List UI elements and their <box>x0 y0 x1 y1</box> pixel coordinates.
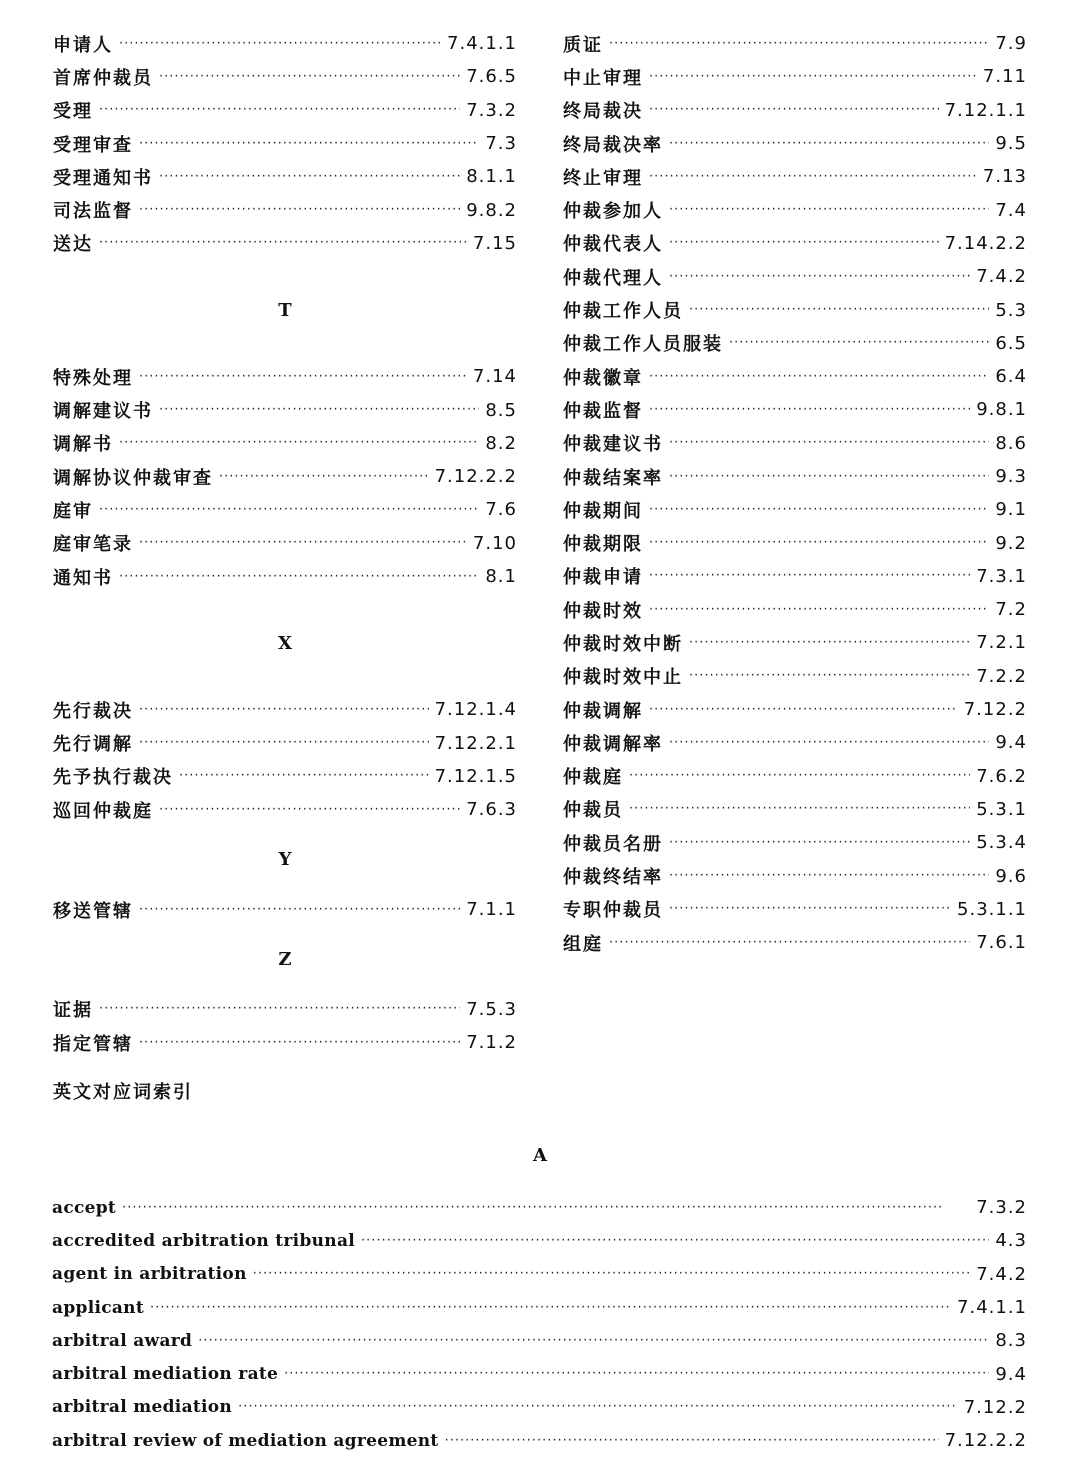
index-reference: 7.3 <box>485 133 517 155</box>
dot-leader <box>119 560 479 593</box>
index-reference: 7.12.2 <box>963 1396 1027 1418</box>
index-reference: 8.1.1 <box>466 166 517 188</box>
index-entry <box>563 94 1027 127</box>
dot-leader <box>139 1026 460 1059</box>
index-entry <box>563 660 1027 693</box>
dot-leader <box>649 60 977 93</box>
index-entry <box>563 560 1027 593</box>
index-reference: 9.1 <box>995 499 1027 521</box>
dot-leader <box>122 1191 970 1224</box>
index-entry <box>563 726 1027 759</box>
index-reference: 7.3.2 <box>976 1197 1027 1219</box>
index-reference: 4.3 <box>995 1230 1027 1252</box>
index-reference: 7.5.3 <box>466 998 517 1020</box>
index-entry <box>53 993 517 1026</box>
dot-leader <box>139 727 429 760</box>
index-reference: 7.14 <box>472 366 517 388</box>
dot-leader <box>159 160 460 193</box>
index-entry <box>563 160 1027 193</box>
letter-heading: T <box>278 299 292 321</box>
dot-leader <box>649 393 970 426</box>
index-entry <box>563 427 1027 460</box>
dot-leader <box>669 194 989 227</box>
dot-leader <box>361 1224 989 1257</box>
english-letter-heading: A <box>533 1145 547 1166</box>
index-entry <box>53 493 517 526</box>
index-entry <box>563 293 1027 326</box>
index-term: 仲裁终结率 <box>563 867 663 889</box>
index-reference: 7.6 <box>485 499 517 521</box>
index-entry <box>563 327 1027 360</box>
dot-leader <box>99 493 479 526</box>
index-reference: 7.12.2.2 <box>944 1430 1027 1452</box>
dot-leader <box>159 793 460 826</box>
index-term: 申请人 <box>53 34 113 56</box>
index-reference: 7.12.1.1 <box>944 99 1027 121</box>
index-term: 仲裁工作人员服装 <box>563 334 723 356</box>
dot-leader <box>669 826 970 859</box>
dot-leader <box>669 726 989 759</box>
index-term: 仲裁建议书 <box>563 434 663 456</box>
index-entry <box>53 193 517 226</box>
index-term: 移送管辖 <box>53 900 133 922</box>
letter-heading: Z <box>278 949 292 971</box>
dot-leader <box>649 693 958 726</box>
index-entry <box>53 94 517 127</box>
dot-leader <box>669 893 951 926</box>
index-term: 通知书 <box>53 567 113 589</box>
index-term: 首席仲裁员 <box>53 67 153 89</box>
index-entry <box>53 693 517 726</box>
index-reference: 7.15 <box>472 232 517 254</box>
dot-leader <box>99 993 460 1026</box>
index-term: 专职仲裁员 <box>563 900 663 922</box>
dot-leader <box>689 660 970 693</box>
index-reference: 8.2 <box>485 432 517 454</box>
dot-leader <box>649 593 989 626</box>
dot-leader <box>198 1324 989 1357</box>
dot-leader <box>669 860 989 893</box>
index-term: 巡回仲裁庭 <box>53 800 153 822</box>
dot-leader <box>669 227 939 260</box>
index-term: 组庭 <box>563 933 603 955</box>
index-term: 仲裁代理人 <box>563 267 663 289</box>
index-term: 质证 <box>563 34 603 56</box>
index-term: 仲裁时效中断 <box>563 633 683 655</box>
index-term: 仲裁庭 <box>563 767 623 789</box>
dot-leader <box>159 60 460 93</box>
index-term: 仲裁调解率 <box>563 733 663 755</box>
dot-leader <box>119 27 441 60</box>
dot-leader <box>238 1391 958 1424</box>
index-reference: 7.12.1.4 <box>434 699 517 721</box>
index-entry <box>563 693 1027 726</box>
index-term: 先行调解 <box>53 734 133 756</box>
dot-leader <box>445 1424 939 1457</box>
index-reference: 6.4 <box>995 366 1027 388</box>
index-reference: 7.12.2 <box>963 699 1027 721</box>
dot-leader <box>629 793 970 826</box>
dot-leader <box>649 94 939 127</box>
index-reference: 7.13 <box>982 166 1027 188</box>
index-term: 送达 <box>53 234 93 256</box>
dot-leader <box>139 693 429 726</box>
index-term: accept <box>52 1197 117 1218</box>
index-reference: 7.6.5 <box>466 66 517 88</box>
dot-leader <box>219 460 429 493</box>
dot-leader <box>139 127 479 160</box>
dot-leader <box>649 560 970 593</box>
index-entry <box>563 826 1027 859</box>
dot-leader <box>689 294 989 327</box>
index-entry <box>563 193 1027 226</box>
index-term: 仲裁时效中止 <box>563 667 683 689</box>
index-term: arbitral review of mediation agreement <box>52 1430 439 1451</box>
index-reference: 9.2 <box>995 532 1027 554</box>
index-reference: 9.4 <box>995 732 1027 754</box>
dot-leader <box>179 760 429 793</box>
index-entry <box>52 1391 1027 1424</box>
index-entry <box>53 27 517 60</box>
index-term: 仲裁期间 <box>563 500 643 522</box>
index-reference: 7.4.1.1 <box>957 1297 1027 1319</box>
index-term: 终局裁决率 <box>563 134 663 156</box>
index-entry <box>52 1258 1027 1291</box>
index-reference: 7.4 <box>995 199 1027 221</box>
index-entry <box>53 560 517 593</box>
index-entry <box>53 460 517 493</box>
index-entry <box>563 493 1027 526</box>
index-entry <box>53 127 517 160</box>
index-reference: 7.6.2 <box>976 765 1027 787</box>
dot-leader <box>649 527 989 560</box>
index-term: 受理 <box>53 101 93 123</box>
dot-leader <box>669 460 989 493</box>
index-entry <box>53 427 517 460</box>
index-entry <box>53 793 517 826</box>
dot-leader <box>99 94 460 127</box>
index-reference: 9.3 <box>995 466 1027 487</box>
index-entry <box>53 893 517 926</box>
index-entry <box>53 227 517 260</box>
index-entry <box>563 127 1027 160</box>
index-entry <box>53 60 517 93</box>
index-term: 指定管辖 <box>53 1033 133 1055</box>
index-term: 仲裁调解 <box>563 700 643 722</box>
index-term: 庭审 <box>53 500 93 522</box>
index-entry <box>563 793 1027 826</box>
dot-leader <box>159 394 479 427</box>
left-index-column <box>53 27 517 1059</box>
index-entry <box>563 926 1027 959</box>
index-reference: 7.1.2 <box>466 1032 517 1054</box>
dot-leader <box>609 926 970 959</box>
index-entry <box>563 526 1027 559</box>
index-term: 仲裁期限 <box>563 534 643 556</box>
index-entry <box>563 227 1027 260</box>
dot-leader <box>139 893 460 926</box>
index-term: 仲裁申请 <box>563 567 643 589</box>
index-entry <box>52 1424 1027 1457</box>
index-reference: 8.6 <box>995 432 1027 454</box>
index-entry <box>52 1291 1027 1324</box>
dot-leader <box>139 527 467 560</box>
index-entry <box>563 859 1027 892</box>
index-term: arbitral award <box>52 1330 193 1351</box>
index-reference: 9.4 <box>995 1363 1027 1385</box>
index-term: 受理通知书 <box>53 167 153 189</box>
index-entry <box>563 393 1027 426</box>
index-term: 调解协议仲裁审查 <box>53 467 213 489</box>
index-term: 受理审查 <box>53 134 133 156</box>
index-reference: 8.3 <box>995 1330 1027 1352</box>
index-reference: 5.3.1 <box>976 798 1027 820</box>
index-entry <box>563 360 1027 393</box>
index-term: 司法监督 <box>53 201 133 223</box>
index-reference: 7.14.2.2 <box>944 232 1027 254</box>
index-entry <box>563 760 1027 793</box>
index-reference: 7.4.2 <box>976 266 1027 288</box>
index-entry <box>53 160 517 193</box>
dot-leader <box>119 427 479 460</box>
index-reference: 7.4.1.1 <box>447 33 517 55</box>
dot-leader <box>669 127 989 160</box>
dot-leader <box>150 1291 951 1324</box>
dot-leader <box>629 760 970 793</box>
index-term: 终止审理 <box>563 167 643 189</box>
dot-leader <box>139 194 460 227</box>
dot-leader <box>729 327 989 360</box>
index-term: 调解书 <box>53 434 113 456</box>
english-index-title: 英文对应词索引 <box>53 1082 193 1103</box>
index-reference: 5.3.1.1 <box>957 898 1027 920</box>
index-term: 仲裁徽章 <box>563 367 643 389</box>
index-term: applicant <box>52 1297 144 1318</box>
index-reference: 9.8.2 <box>466 199 517 221</box>
index-term: 特殊处理 <box>53 367 133 389</box>
dot-leader <box>649 160 977 193</box>
index-term: arbitral mediation <box>52 1397 233 1418</box>
index-entry <box>52 1324 1027 1357</box>
index-term: 庭审笔录 <box>53 534 133 556</box>
index-reference: 7.2 <box>995 599 1027 621</box>
index-term: 先予执行裁决 <box>53 767 173 789</box>
dot-leader <box>609 27 989 60</box>
index-entry <box>53 760 517 793</box>
index-reference: 7.2.2 <box>976 665 1027 687</box>
index-reference: 9.6 <box>995 865 1027 887</box>
index-entry <box>53 393 517 426</box>
index-reference: 7.1.1 <box>466 899 517 921</box>
index-term: 仲裁代表人 <box>563 234 663 256</box>
index-entry <box>52 1357 1027 1390</box>
index-reference: 7.3.2 <box>466 99 517 121</box>
english-index-list <box>52 1191 1027 1457</box>
index-term: accredited arbitration tribunal <box>52 1230 356 1251</box>
index-term: 仲裁参加人 <box>563 201 663 223</box>
index-entry <box>563 260 1027 293</box>
index-term: arbitral mediation rate <box>52 1364 279 1385</box>
index-entry <box>563 626 1027 659</box>
index-term: 证据 <box>53 1000 93 1022</box>
index-reference: 6.5 <box>995 332 1027 354</box>
index-entry <box>563 593 1027 626</box>
dot-leader <box>284 1358 989 1391</box>
dot-leader <box>669 260 970 293</box>
index-term: 仲裁监督 <box>563 400 643 422</box>
index-entry <box>53 360 517 393</box>
index-reference: 7.12.2.1 <box>434 732 517 754</box>
index-term: 终局裁决 <box>563 101 643 123</box>
index-reference: 7.12.2.2 <box>434 466 517 488</box>
letter-heading: X <box>278 632 292 654</box>
index-reference: 7.3.1 <box>976 565 1027 587</box>
index-reference: 7.11 <box>982 66 1027 88</box>
dot-leader <box>139 360 467 393</box>
dot-leader <box>99 227 467 260</box>
index-entry <box>52 1191 1027 1224</box>
index-reference: 8.1 <box>485 566 517 587</box>
index-reference: 7.10 <box>472 532 517 554</box>
index-term: 仲裁结案率 <box>563 467 663 489</box>
index-term: agent in arbitration <box>52 1264 247 1285</box>
index-reference: 7.12.1.5 <box>434 765 517 787</box>
index-entry <box>563 460 1027 493</box>
index-term: 仲裁工作人员 <box>563 301 683 323</box>
index-term: 仲裁员 <box>563 800 623 822</box>
index-reference: 7.9 <box>995 33 1027 55</box>
dot-leader <box>689 626 970 659</box>
index-reference: 7.6.1 <box>976 932 1027 954</box>
index-term: 先行裁决 <box>53 700 133 722</box>
index-entry <box>52 1224 1027 1257</box>
index-reference: 7.2.1 <box>976 632 1027 654</box>
index-term: 仲裁时效 <box>563 600 643 622</box>
dot-leader <box>669 427 989 460</box>
dot-leader <box>649 360 989 393</box>
right-index-column <box>563 27 1027 959</box>
index-entry <box>53 527 517 560</box>
index-reference: 9.8.1 <box>976 399 1027 421</box>
dot-leader <box>649 493 989 526</box>
index-reference: 5.3 <box>995 299 1027 321</box>
dot-leader <box>253 1258 970 1291</box>
index-term: 仲裁员名册 <box>563 833 663 855</box>
index-term: 中止审理 <box>563 67 643 89</box>
index-entry <box>563 27 1027 60</box>
index-entry <box>563 60 1027 93</box>
index-term: 调解建议书 <box>53 401 153 423</box>
index-reference: 8.5 <box>485 399 517 421</box>
index-reference: 7.6.3 <box>466 799 517 821</box>
index-reference: 5.3.4 <box>976 832 1027 854</box>
index-entry <box>53 726 517 759</box>
index-entry <box>53 1026 517 1059</box>
index-reference: 9.5 <box>995 133 1027 155</box>
letter-heading: Y <box>278 849 292 871</box>
index-reference: 7.4.2 <box>976 1263 1027 1285</box>
index-entry <box>563 893 1027 926</box>
